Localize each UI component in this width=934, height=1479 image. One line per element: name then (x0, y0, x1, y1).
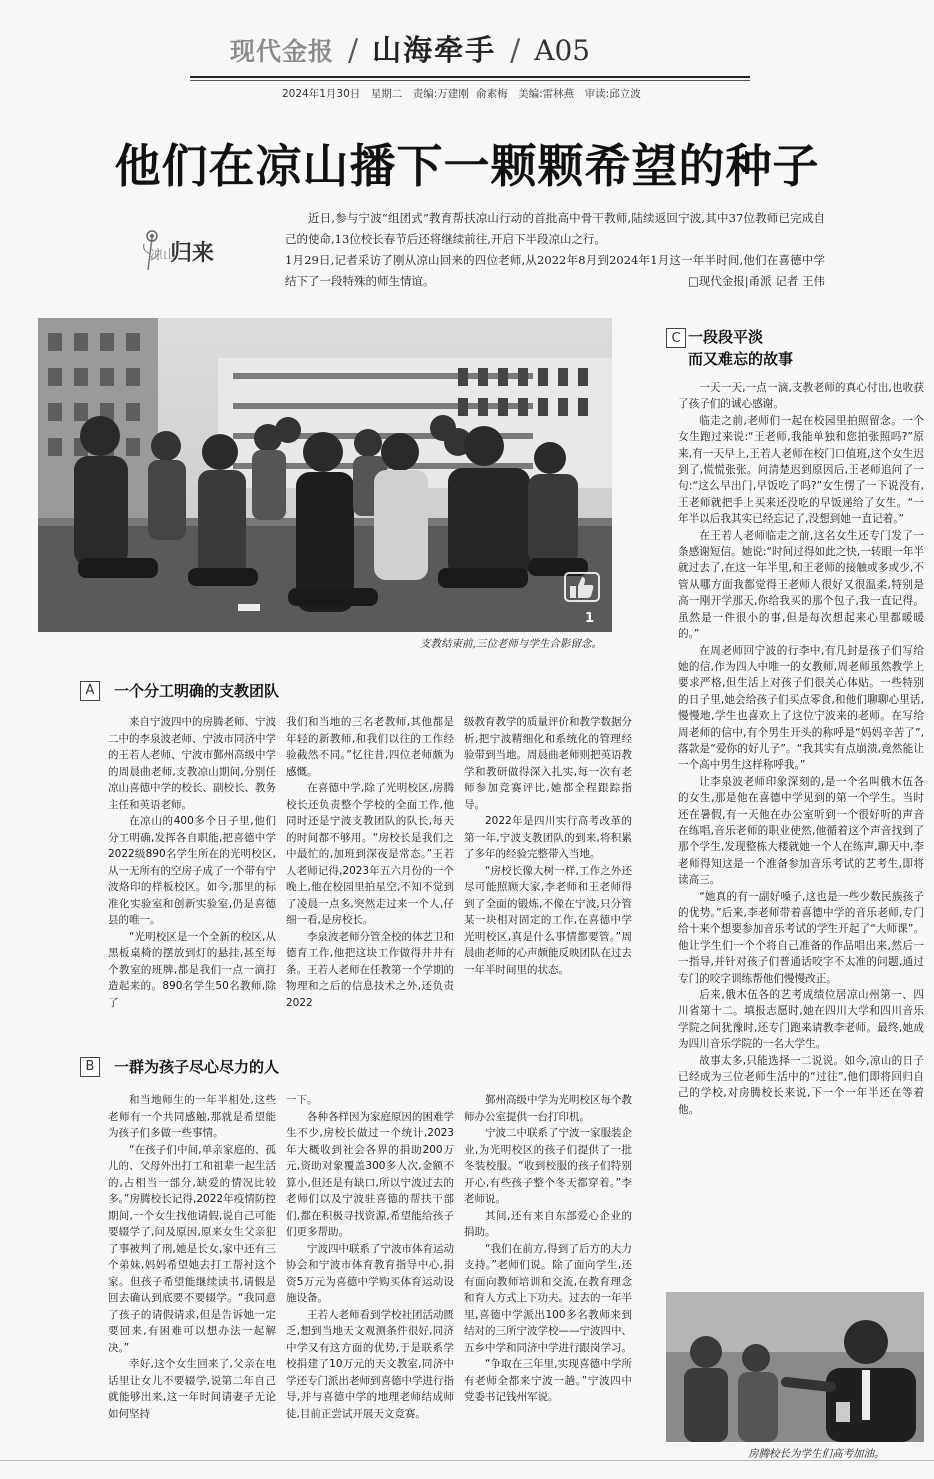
paragraph: 李泉波老师分管全校的体艺卫和德育工作,他把这块工作做得井井有条。王若人老师在任教第一个学期的物理和之后的信息技术之外,还负责2022 (286, 930, 454, 1009)
section-title: 一群为孩子尽心尽力的人 (114, 1058, 280, 1076)
paragraph: 级教育教学的质量评价和教学数据分析,把宁波精细化和系统化的管理经验带到当地。周晨曲老师则把英语教学和教研做得深入扎实,每一次有老师参加竞赛评比,她都全程跟踪指导。 (464, 716, 632, 811)
photo-badge: 1 (584, 611, 594, 626)
paragraph: “她真的有一副好嗓子,这也是一些少数民族孩子的优势。”后来,李老师带着喜德中学的音乐老师,专门给十来个想要参加音乐考试的学生开起了“大师课”。他让学生们一个个将自己准备的作品唱出来,然后一一指导,并针对孩子们普通话咬字不太准的问题,通过专门的咬字训练帮他们慢慢改正。 (678, 890, 924, 985)
secondary-photo-caption: 房腾校长为学生们高考加油。 (748, 1448, 885, 1460)
principal-photo-illustration (666, 1292, 924, 1442)
section-a-column-2 (286, 714, 454, 1011)
paragraph: 宁波二中联系了宁波一家服装企业,为光明校区的孩子们提供了一批冬装校服。“收到校服的孩子们特别开心,有些孩子整个冬天都穿着。”李老师说。 (464, 1127, 632, 1205)
paragraph: 2022年是四川实行高考改革的第一年,宁波支教团队的到来,将积累了多年的经验完整带入当地。 (464, 815, 632, 860)
section-b-column-1 (108, 1092, 276, 1422)
section-letter: B (80, 1057, 100, 1077)
paragraph: 幸好,这个女生回来了,父亲在电话里让女儿不要辍学,说第二年自己就能够出来,这一年时间请妻子无论如何坚持 (108, 1358, 276, 1420)
thumbs-up-icon (564, 572, 600, 602)
paragraph: “争取在三年里,实现喜德中学所有老师全都来宁波一趟。”宁波四中党委书记钱州军说。 (464, 1358, 632, 1403)
paragraph: 其间,还有来自东部爱心企业的捐助。 (464, 1209, 632, 1238)
bottom-divider (0, 1460, 934, 1461)
paragraph: 各种各样因为家庭原因的困难学生不少,房校长做过一个统计,2023年大概收到社会各界的捐助200万元,资助对象覆盖300多人次,金额不算小,但还是有缺口,所以宁波过去的老师们以及宁波驻喜德的帮扶干部们,都在积极寻找资源,希望能给孩子们更多帮助。 (286, 1110, 454, 1238)
section-b-header (80, 1056, 279, 1077)
paragraph: 临走之前,老师们一起在校园里拍照留念。一个女生跑过来说:“王老师,我能单独和您拍张照吗?”原来,有一天早上,王若人老师在校门口值班,这个女生迟到了,慌慌张张。问清楚迟到原因后,王老师追问了一句:“这么早出门,早饭吃了吗?”女生愣了一下说没有,王老师就把手上买来还没吃的早饭递给了女生。“一年半以后我其实已经忘记了,没想到她一直记着。” (678, 414, 924, 526)
section-b-column-2 (286, 1092, 454, 1422)
paragraph: 王若人老师看到学校社团活动匮乏,想到当地天文观测条件很好,同济中学又有这方面的优势,于是联系学校捐建了10万元的天文教室,同济中学还专门派出老师到喜德中学进行指导,并与喜德中学的地理老师结成师徒,目前正尝试开展天文竞赛。 (286, 1308, 454, 1420)
column-logo (138, 228, 256, 272)
paragraph: 来自宁波四中的房腾老师、宁波二中的李泉波老师、宁波市同济中学的王若人老师、宁波市鄞州高级中学的周晨曲老师,支教凉山期间,分别任凉山喜德中学的校长、副校长、教务主任和英语老师。 (108, 716, 276, 811)
paragraph: 故事太多,只能选择一二说说。如今,凉山的日子已经成为三位老师生活中的“过往”,他们即将回归自己的学校,对房腾校长来说,下一个一年半还在等着他。 (678, 1054, 924, 1116)
paper-name: 现代金报 (230, 37, 335, 66)
paragraph: 在喜德中学,除了光明校区,房腾校长还负责整个学校的全面工作,他同时还是宁波支教团队的队长,每天的时间都不够用。“房校长是我们之中最忙的,加班到深夜是常态。”王若人老师记得,2023年五六月份的一个晚上,他在校园里拍星空,不知不觉到了凌晨一点多,突然走过来一个人,仔细一看,是房校长。 (286, 782, 454, 926)
headline: 他们在凉山播下一颗颗希望的种子 (114, 139, 820, 193)
section-b-column-3 (464, 1092, 632, 1406)
separator: / (348, 33, 359, 68)
intro-paragraph: 1月29日,记者采访了刚从凉山回来的四位老师,从2022年8月到2024年1月这一年半时间,他们在喜德中学结下了一段特殊的师生情谊。 (285, 253, 825, 288)
intro-paragraph: 近日,参与宁波“组团式”教育帮扶凉山行动的首批高中骨干教师,陆续返回宁波,其中37位教师已完成自己的使命,13位校长春节后还将继续前往,开启下半段凉山之行。 (285, 211, 825, 246)
main-photo-caption: 支教结束前,三位老师与学生合影留念。 (420, 638, 602, 650)
paragraph: 在周老师回宁波的行李中,有几封是孩子们写给她的信,作为四人中唯一的女教师,周老师虽然教学上要求严格,但生活上对孩子们很关心体贴。一些特别的日子里,她会给孩子们买点零食,和他们聊聊心里话,慢慢地,学生也喜欢上了这位宁波来的老师。在写给周老师的信中,有个男生开头的称呼是“妈妈辛苦了”,落款是“爱你的好儿子”。“我其实有点崩溃,竟然能让一个高中男生这样称呼我。” (678, 644, 924, 772)
group-photo-illustration (38, 318, 612, 632)
section-a-column-1 (108, 714, 276, 1011)
main-photo (38, 318, 612, 632)
section-a-header (80, 680, 279, 701)
paragraph: 后来,俄木伍各的艺考成绩位居凉山州第一、四川省第十二。填报志愿时,她在四川大学和四川音乐学院之间犹豫时,还专门跑来请教李老师。最终,她成为四川音乐学院的一名大学生。 (678, 989, 924, 1051)
logo-small-text: 凉山 (150, 248, 177, 263)
paragraph: 和当地师生的一年半相处,这些老师有一个共同感触,那就是希望能为孩子们多做一些事情。 (108, 1094, 276, 1139)
section-title: 一个分工明确的支教团队 (114, 682, 280, 700)
section-c-title (688, 326, 793, 370)
section-name: 山海牵手 (372, 33, 497, 67)
logo-large-text: 归来 (170, 240, 215, 266)
section-c-column (678, 380, 924, 1118)
paragraph: 鄞州高级中学为光明校区每个教师办公室提供一台打印机。 (464, 1094, 632, 1123)
top-divider-thin (190, 80, 750, 81)
masthead (230, 28, 590, 69)
paragraph: 一下。 (286, 1094, 318, 1106)
paragraph: 一天一天,一点一滴,支教老师的真心付出,也收获了孩子们的诚心感谢。 (678, 382, 924, 411)
section-title-line: 而又难忘的故事 (688, 350, 794, 368)
secondary-photo (666, 1292, 924, 1442)
byline: □现代金报|甬派 记者 王伟 (687, 274, 825, 288)
separator: / (510, 33, 521, 68)
section-title-line: 一段段平淡 (688, 328, 764, 346)
page-number: A05 (534, 34, 591, 67)
paragraph: “我们在前方,得到了后方的大力支持。”老师们说。除了面向学生,还有面向教师培训和交流,在教育理念和育人方式上下功夫。过去的一年半里,喜德中学派出100多名教师来到结对的三所宁波学校——宁波四中、五乡中学和同济中学进行跟岗学习。 (464, 1242, 632, 1354)
paragraph: “在孩子们中间,单亲家庭的、孤儿的、父母外出打工和祖辈一起生活的,占相当一部分,缺爱的情况比较多。”房腾校长记得,2022年疫情防控期间,一个女生找他请假,说自己可能要辍学了,问及原因,原来女生父亲犯了事被判了刑,她是长女,家中还有三个弟妹,妈妈希望她去打工帮衬这个家。但孩子希望能继续读书,请假是回去确认到底要不要辍学。“我同意了孩子的请假请求,但是告诉她一定要回来,有困难可以想办法一起解决。” (108, 1143, 276, 1354)
section-a-column-3 (464, 714, 632, 978)
paragraph: 在凉山的400多个日子里,他们分工明确,发挥各自职能,把喜德中学2022级890名学生所在的光明校区,从一无所有的空房子成了一个带有宁波烙印的样板校区。如今,那里的标准化实验室和创新实验室,仍是喜德县的唯一。 (108, 815, 276, 926)
paragraph: 在王若人老师临走之前,这名女生还专门发了一条感谢短信。她说:“时间过得如此之快,一转眼一年半就过去了,在这一年半里,和王老师的接触或多或少,不管从哪方面我都觉得王老师人很好又很温柔,特别是高一刚开学那天,你给我买的那个包子,我一直记得。虽然是一件很小的事,但是每次想起来心里都暖暖的。” (678, 529, 924, 641)
paragraph: 宁波四中联系了宁波市体育运动协会和宁波市体育教育指导中心,捐资5万元为喜德中学购买体育运动设施设备。 (286, 1242, 454, 1304)
paragraph: 让李泉波老师印象深刻的,是一个名叫俄木伍各的女生,那是他在喜德中学见到的第一个学生。当时还在暑假,有一天他在办公室听到一个很好听的声音在练唱,音乐老师的职业使然,他循着这个声音找到了那个学生,发现整栋大楼就她一个人在练声,聊天中,李老师得知这是一个准备参加音乐考试的艺考生,即将读高三。 (678, 775, 924, 887)
intro (285, 208, 825, 292)
dateline: 2024年1月30日 星期二 责编:万建刚 俞素梅 美编:雷林燕 审读:邱立波 (282, 88, 641, 100)
paragraph: 我们和当地的三名老教师,其他都是年轻的新教师,和我们以往的工作经验截然不同。”忆往昔,四位老师颇为感慨。 (286, 716, 454, 778)
paragraph: “光明校区是一个全新的校区,从黑板桌椅的摆放到灯的悬挂,甚至每个教室的班牌,都是我们一点一滴打造起来的。890名学生50名教师,除了 (108, 930, 276, 1009)
section-letter: A (80, 681, 100, 701)
section-letter: C (666, 328, 686, 348)
top-divider (190, 76, 750, 78)
paragraph: “房校长像大树一样,工作之外还尽可能照顾大家,李老师和王老师得到了全面的锻炼,不像在宁波,只分管某一块相对固定的工作,在喜德中学光明校区,真是什么事情都要管。”周晨曲老师的心声颇能反映团队在过去一年半时间里的状态。 (464, 864, 632, 976)
